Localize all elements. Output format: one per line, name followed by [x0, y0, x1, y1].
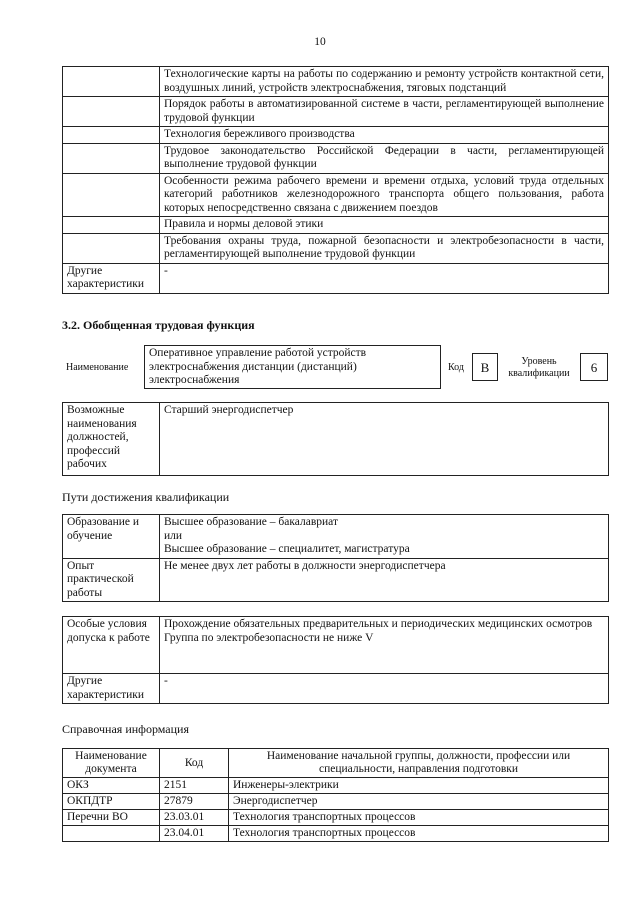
table-row	[63, 403, 609, 476]
qualification-level: 6	[580, 353, 608, 381]
row-label	[63, 67, 160, 97]
table-cell: 23.04.01	[160, 826, 229, 842]
table-row	[63, 263, 609, 293]
admission-value	[160, 617, 609, 674]
row-label: Другие характеристики	[63, 263, 160, 293]
table-cell: Технология транспортных процессов	[229, 826, 609, 842]
paths-heading: Пути достижения квалификации	[62, 490, 230, 504]
table-cell: 2151	[160, 778, 229, 794]
table-row	[63, 127, 609, 144]
table-row	[63, 97, 609, 127]
table-row	[63, 217, 609, 234]
row-label	[63, 173, 160, 217]
admission-table	[62, 616, 609, 704]
admission-label: Особые условия допуска к работе	[63, 617, 160, 674]
education-line: Высшее образование – бакалавриат	[164, 516, 338, 528]
row-value: Правила и нормы деловой этики	[160, 217, 609, 234]
column-header: Наименование начальной группы, должности, профессии или специальности, направления подготовки	[229, 749, 609, 778]
function-code: В	[472, 353, 498, 381]
row-value: -	[160, 263, 609, 293]
function-name: Оперативное управление работой устройств электроснабжения дистанции (дистанций) электроснабжения	[144, 345, 441, 389]
row-label	[63, 233, 160, 263]
reference-heading: Справочная информация	[62, 722, 189, 736]
table-cell: Перечни ВО	[63, 810, 160, 826]
table-cell: Технология транспортных процессов	[229, 810, 609, 826]
table-cell: 27879	[160, 794, 229, 810]
other-label: Другие характеристики	[63, 674, 160, 704]
reference-table	[62, 748, 609, 842]
level-label: Уровень квалификации	[508, 356, 570, 379]
column-header: Код	[160, 749, 229, 778]
admission-line: Группа по электробезопасности не ниже V	[164, 631, 374, 644]
table-row	[63, 143, 609, 173]
table-row	[63, 558, 609, 602]
other-value: -	[160, 674, 609, 704]
table-row	[63, 67, 609, 97]
table-row	[63, 233, 609, 263]
table-row	[63, 515, 609, 559]
name-label: Наименование	[66, 362, 129, 373]
section-heading: 3.2. Обобщенная трудовая функция	[62, 318, 255, 332]
table-cell: 23.03.01	[160, 810, 229, 826]
code-label: Код	[448, 362, 464, 373]
table-row	[63, 778, 609, 794]
table-row	[63, 826, 609, 842]
education-table	[62, 514, 609, 602]
education-line: или	[164, 529, 183, 542]
positions-label: Возможные наименования должностей, профессий рабочих	[63, 403, 160, 476]
education-value	[160, 515, 609, 559]
row-value: Трудовое законодательство Российской Федерации в части, регламентирующей выполнение трудовой функции	[160, 143, 609, 173]
table-row	[63, 173, 609, 217]
table-cell	[63, 826, 160, 842]
table-row	[63, 674, 609, 704]
row-label	[63, 217, 160, 234]
table-row	[63, 617, 609, 674]
row-value: Особенности режима рабочего времени и времени отдыха, условий труда отдельных категорий работников железнодорожного транспорта общего пользования, работа которых непосредственно связана с движением поездов	[160, 173, 609, 217]
row-label	[63, 97, 160, 127]
row-value: Технология бережливого производства	[160, 127, 609, 144]
table-cell: Инженеры-электрики	[229, 778, 609, 794]
row-value: Порядок работы в автоматизированной системе в части, регламентирующей выполнение трудовой функции	[160, 97, 609, 127]
positions-value: Старший энергодиспетчер	[160, 403, 609, 476]
row-label	[63, 127, 160, 144]
row-value: Технологические карты на работы по содержанию и ремонту устройств контактной сети, воздушных линий, устройств электроснабжения, тяговых подстанций	[160, 67, 609, 97]
admission-line: Прохождение обязательных предварительных и периодических медицинских осмотров	[164, 618, 593, 630]
column-header: Наименование документа	[63, 749, 160, 778]
experience-label: Опыт практической работы	[63, 558, 160, 602]
education-label: Образование и обучение	[63, 515, 160, 559]
education-line: Высшее образование – специалитет, магистратура	[164, 543, 410, 555]
experience-value: Не менее двух лет работы в должности энергодиспетчера	[160, 558, 609, 602]
positions-table	[62, 402, 609, 476]
table-header-row	[63, 749, 609, 778]
table-cell: ОКЗ	[63, 778, 160, 794]
page-number: 10	[314, 36, 326, 48]
table-row	[63, 810, 609, 826]
knowledge-table	[62, 66, 609, 294]
row-label	[63, 143, 160, 173]
table-row	[63, 794, 609, 810]
row-value: Требования охраны труда, пожарной безопасности и электробезопасности в части, регламентирующей выполнение трудовой функции	[160, 233, 609, 263]
table-cell: ОКПДТР	[63, 794, 160, 810]
table-cell: Энергодиспетчер	[229, 794, 609, 810]
